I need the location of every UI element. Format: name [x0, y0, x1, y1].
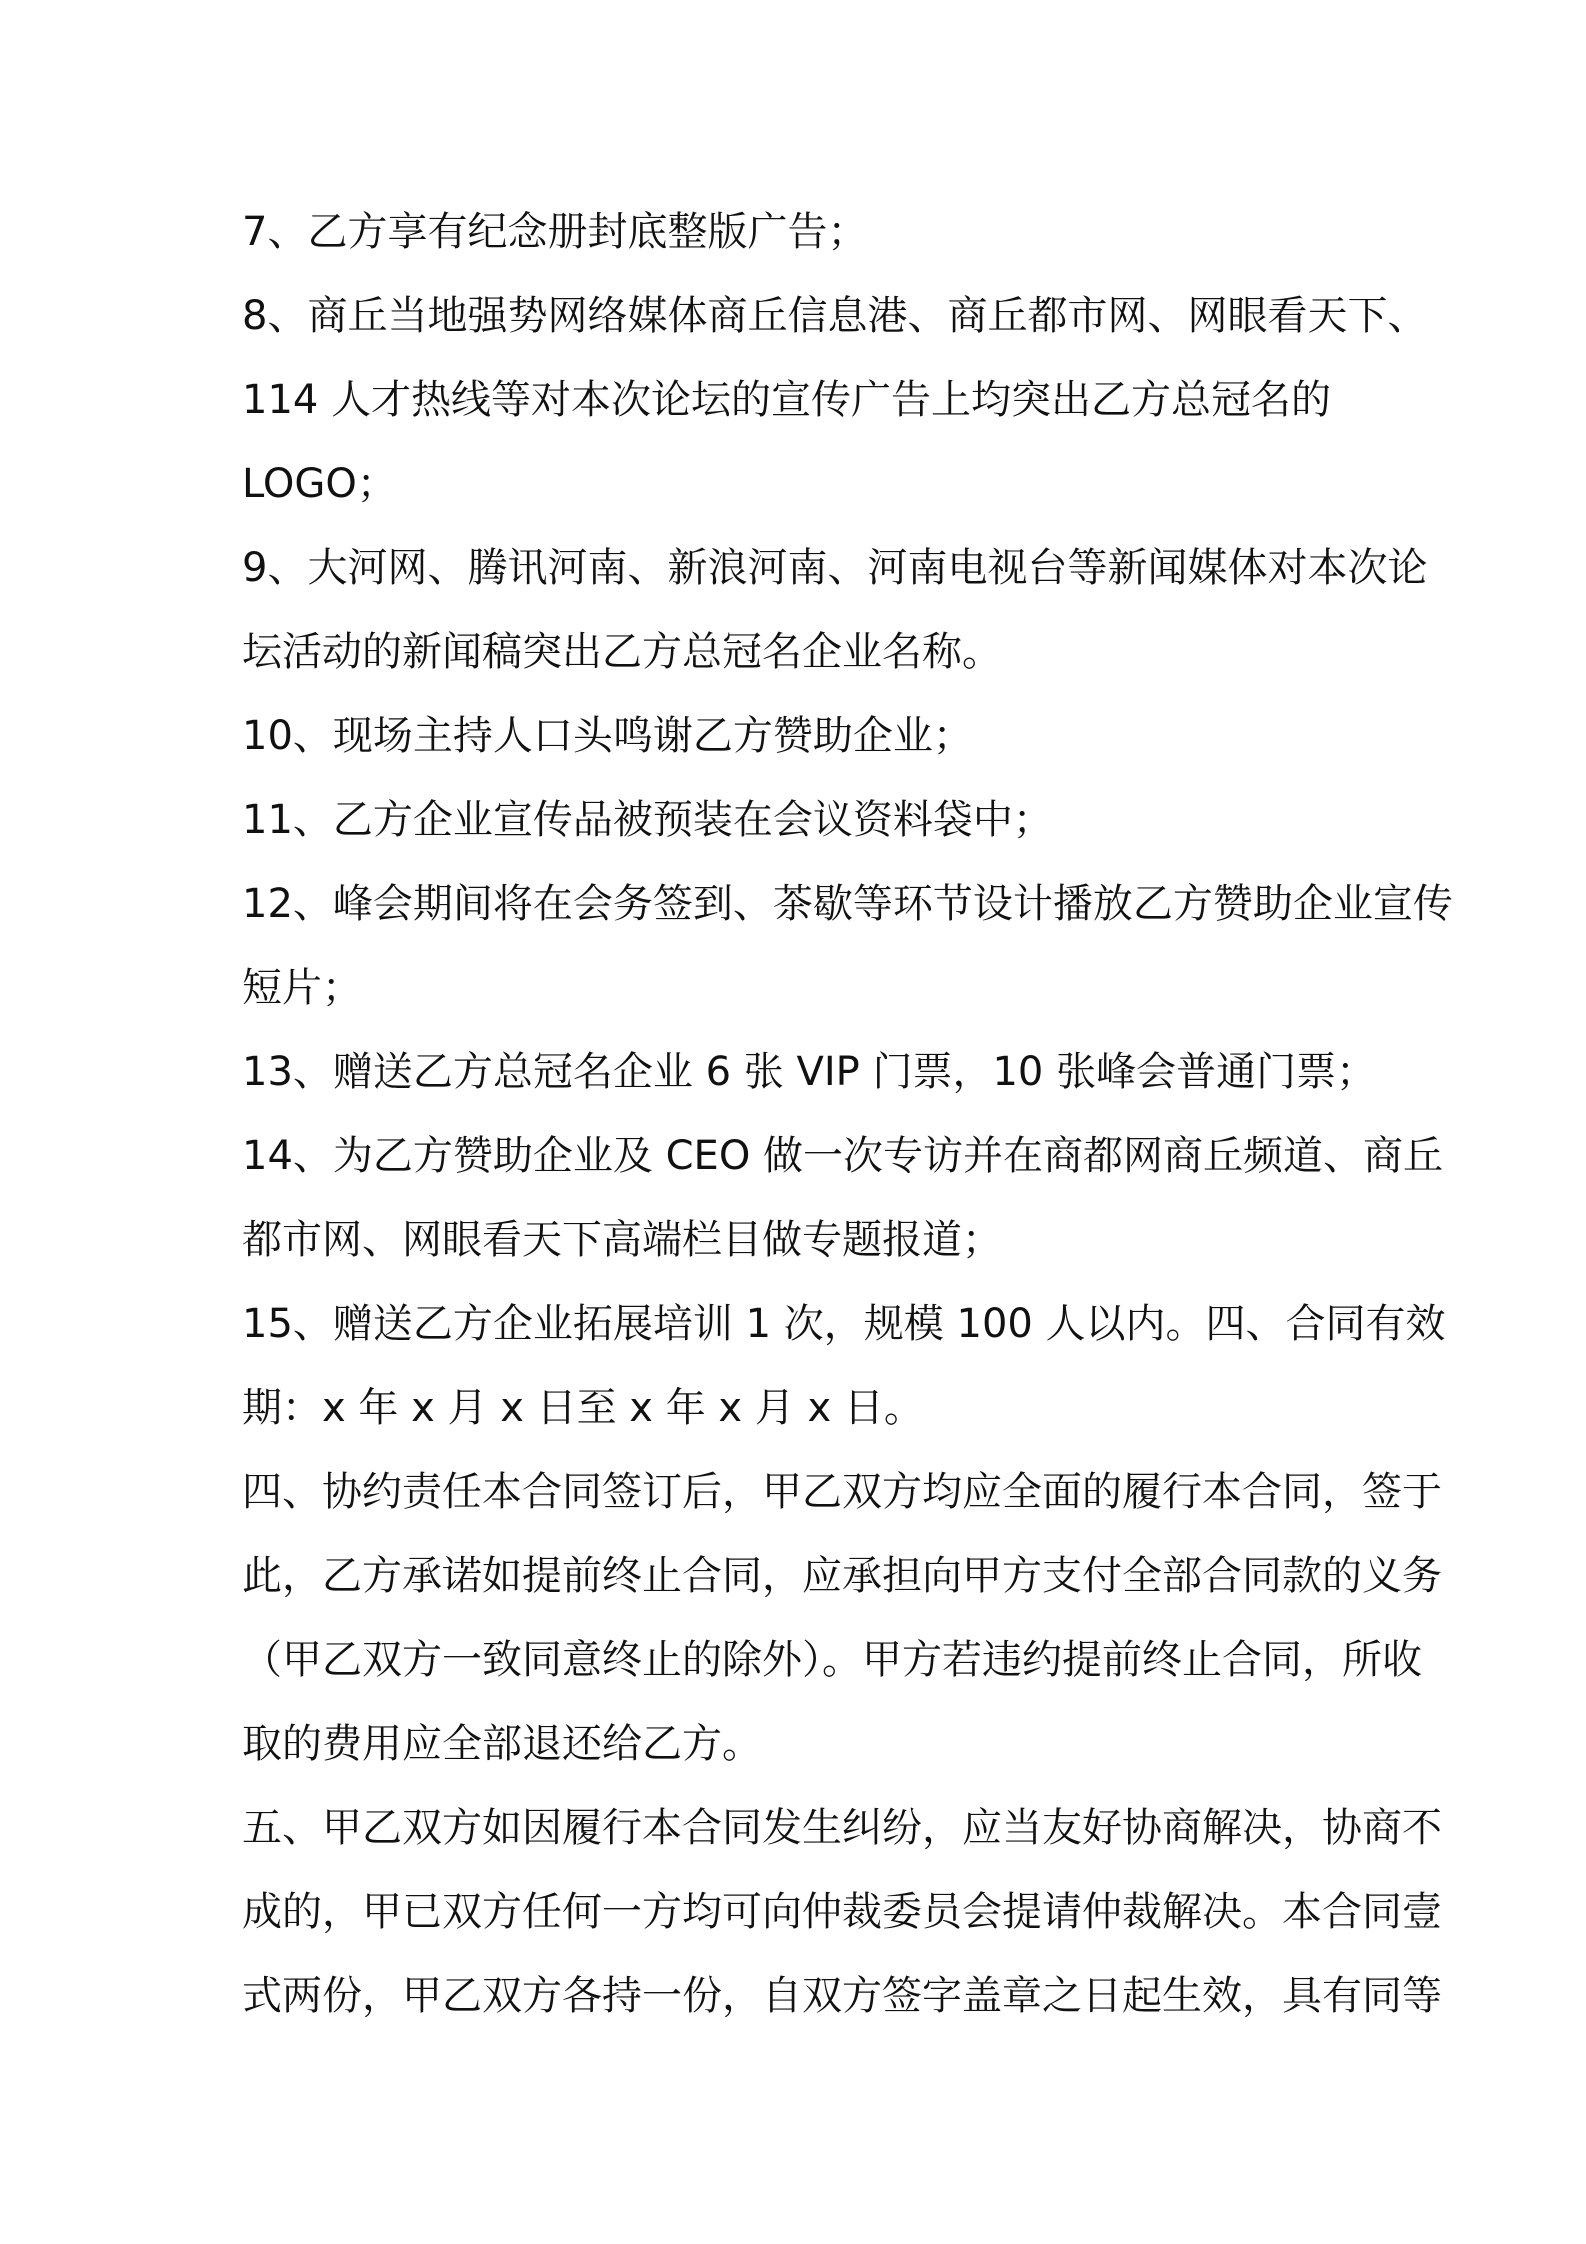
text-line: 13、赠送乙方总冠名企业 6 张 VIP 门票，10 张峰会普通门票；	[242, 1049, 1377, 1095]
text-line: 15、赠送乙方企业拓展培训 1 次，规模 100 人以内。四、合同有效	[242, 1301, 1446, 1347]
text-line: （甲乙双方一致同意终止的除外）。甲方若违约提前终止合同，所收	[242, 1637, 1422, 1683]
text-line: 11、乙方企业宣传品被预装在会议资料袋中；	[242, 797, 1053, 843]
text-line: 都市网、网眼看天下高端栏目做专题报道；	[242, 1217, 1002, 1263]
text-line: 12、峰会期间将在会务签到、茶歇等环节设计播放乙方赞助企业宣传	[242, 881, 1453, 927]
text-line: 14、为乙方赞助企业及 CEO 做一次专访并在商都网商丘频道、商丘	[242, 1133, 1444, 1179]
text-line: 式两份，甲乙双方各持一份，自双方签字盖章之日起生效，具有同等	[242, 1973, 1442, 2019]
text-line: 短片；	[242, 965, 362, 1011]
text-line: 10、现场主持人口头鸣谢乙方赞助企业；	[242, 713, 973, 759]
text-line: 114 人才热线等对本次论坛的宣传广告上均突出乙方总冠名的	[242, 377, 1332, 423]
text-line: 坛活动的新闻稿突出乙方总冠名企业名称。	[242, 629, 1002, 675]
document-body	[242, 190, 1453, 2038]
text-line: 五、甲乙双方如因履行本合同发生纠纷，应当友好协商解决，协商不	[242, 1805, 1442, 1851]
text-line: LOGO；	[242, 461, 397, 507]
text-line: 7、乙方享有纪念册封底整版广告；	[242, 209, 868, 255]
text-line: 取的费用应全部退还给乙方。	[242, 1721, 762, 1767]
text-line: 四、协约责任本合同签订后，甲乙双方均应全面的履行本合同，签于	[242, 1469, 1442, 1515]
text-line: 8、商丘当地强势网络媒体商丘信息港、商丘都市网、网眼看天下、	[242, 293, 1428, 339]
text-line: 9、大河网、腾讯河南、新浪河南、河南电视台等新闻媒体对本次论	[242, 545, 1428, 591]
text-line: 期：x 年 x 月 x 日至 x 年 x 月 x 日。	[242, 1385, 924, 1431]
text-line: 此，乙方承诺如提前终止合同，应承担向甲方支付全部合同款的义务	[242, 1553, 1442, 1599]
text-line: 成的，甲已双方任何一方均可向仲裁委员会提请仲裁解决。本合同壹	[242, 1889, 1442, 1935]
